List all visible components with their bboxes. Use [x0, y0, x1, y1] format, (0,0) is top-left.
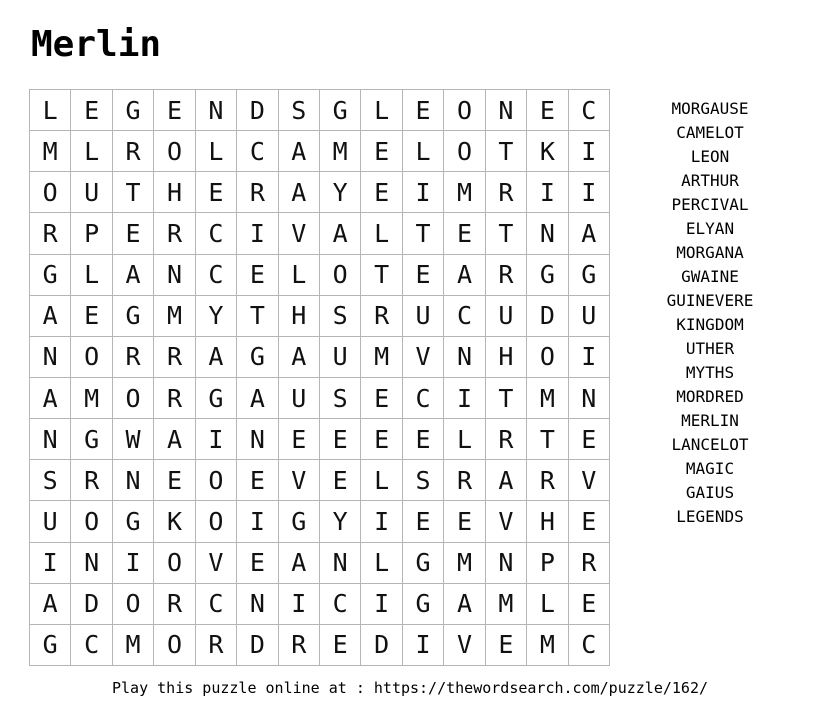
grid-cell[interactable]: O: [30, 172, 71, 213]
grid-cell[interactable]: M: [113, 625, 154, 666]
word-list-item: ARTHUR: [681, 171, 739, 190]
grid-cell[interactable]: C: [569, 625, 610, 666]
grid-cell[interactable]: M: [444, 543, 485, 584]
grid-cell[interactable]: D: [237, 625, 278, 666]
word-list-item: LEGENDS: [676, 507, 744, 526]
grid-cell[interactable]: V: [444, 625, 485, 666]
grid-cell[interactable]: O: [113, 584, 154, 625]
grid-cell[interactable]: G: [527, 255, 568, 296]
grid-cell[interactable]: E: [237, 460, 278, 501]
grid-cell[interactable]: N: [486, 90, 527, 131]
grid-cell[interactable]: A: [279, 543, 320, 584]
grid-cell[interactable]: E: [361, 419, 402, 460]
grid-cell[interactable]: E: [403, 419, 444, 460]
grid-cell[interactable]: D: [237, 90, 278, 131]
grid-cell[interactable]: O: [71, 337, 112, 378]
grid-cell[interactable]: A: [279, 172, 320, 213]
grid-cell[interactable]: R: [113, 337, 154, 378]
grid-cell[interactable]: G: [237, 337, 278, 378]
word-list-item: MYTHS: [685, 363, 735, 382]
grid-cell[interactable]: L: [196, 131, 237, 172]
grid-cell[interactable]: L: [361, 90, 402, 131]
grid-cell[interactable]: E: [569, 584, 610, 625]
grid-cell[interactable]: E: [403, 501, 444, 542]
grid-cell[interactable]: E: [361, 131, 402, 172]
grid-cell[interactable]: U: [569, 296, 610, 337]
grid-cell[interactable]: R: [486, 255, 527, 296]
grid-cell[interactable]: C: [403, 378, 444, 419]
grid-cell[interactable]: L: [403, 131, 444, 172]
grid-cell[interactable]: A: [30, 584, 71, 625]
grid-cell[interactable]: H: [486, 337, 527, 378]
grid-cell[interactable]: D: [527, 296, 568, 337]
grid-cell[interactable]: T: [527, 419, 568, 460]
grid-cell[interactable]: U: [320, 337, 361, 378]
grid-cell[interactable]: M: [361, 337, 402, 378]
grid-cell[interactable]: A: [486, 460, 527, 501]
grid-cell[interactable]: A: [279, 337, 320, 378]
grid-cell[interactable]: Y: [320, 172, 361, 213]
grid-cell[interactable]: H: [279, 296, 320, 337]
grid-cell[interactable]: R: [486, 419, 527, 460]
grid-cell[interactable]: E: [320, 625, 361, 666]
grid-cell[interactable]: G: [196, 378, 237, 419]
grid-cell[interactable]: A: [196, 337, 237, 378]
grid-cell[interactable]: I: [361, 584, 402, 625]
grid-cell[interactable]: Y: [196, 296, 237, 337]
grid-cell[interactable]: E: [569, 419, 610, 460]
grid-cell[interactable]: C: [196, 255, 237, 296]
grid-cell[interactable]: O: [113, 378, 154, 419]
grid-cell[interactable]: O: [154, 543, 195, 584]
grid-cell[interactable]: R: [154, 378, 195, 419]
grid-cell[interactable]: E: [403, 90, 444, 131]
grid-cell[interactable]: E: [154, 90, 195, 131]
grid-cell[interactable]: E: [71, 90, 112, 131]
grid-cell[interactable]: M: [486, 584, 527, 625]
grid-cell[interactable]: O: [527, 337, 568, 378]
grid-cell[interactable]: N: [71, 543, 112, 584]
grid-cell[interactable]: T: [486, 213, 527, 254]
grid-cell[interactable]: E: [237, 255, 278, 296]
grid-cell[interactable]: O: [444, 131, 485, 172]
grid-cell[interactable]: I: [569, 337, 610, 378]
grid-cell[interactable]: L: [361, 460, 402, 501]
grid-cell[interactable]: I: [113, 543, 154, 584]
grid-cell[interactable]: E: [320, 460, 361, 501]
grid-cell[interactable]: I: [196, 419, 237, 460]
footer-play-online: Play this puzzle online at : https://thewordsearch.com/puzzle/162/: [111, 679, 709, 697]
word-list-item: GUINEVERE: [666, 291, 754, 310]
grid-cell[interactable]: A: [320, 213, 361, 254]
word-list-item: CAMELOT: [676, 123, 744, 142]
grid-cell[interactable]: V: [196, 543, 237, 584]
word-list-item: GAIUS: [685, 483, 735, 502]
grid-cell[interactable]: P: [527, 543, 568, 584]
grid-cell[interactable]: E: [444, 501, 485, 542]
grid-cell[interactable]: M: [71, 378, 112, 419]
grid-cell[interactable]: H: [154, 172, 195, 213]
grid-cell[interactable]: C: [320, 584, 361, 625]
grid-cell[interactable]: T: [486, 131, 527, 172]
grid-cell[interactable]: G: [30, 625, 71, 666]
grid-cell[interactable]: G: [569, 255, 610, 296]
grid-cell[interactable]: A: [154, 419, 195, 460]
grid-cell[interactable]: T: [486, 378, 527, 419]
word-list: [650, 97, 770, 529]
grid-cell[interactable]: E: [71, 296, 112, 337]
grid-cell[interactable]: G: [403, 584, 444, 625]
grid-cell[interactable]: G: [403, 543, 444, 584]
grid-cell[interactable]: E: [361, 172, 402, 213]
word-list-item: UTHER: [685, 339, 735, 358]
grid-cell[interactable]: R: [154, 337, 195, 378]
grid-cell[interactable]: O: [196, 501, 237, 542]
grid-cell[interactable]: R: [527, 460, 568, 501]
grid-cell[interactable]: N: [30, 337, 71, 378]
grid-cell[interactable]: N: [237, 584, 278, 625]
grid-cell[interactable]: T: [403, 213, 444, 254]
word-list-item: MORDRED: [676, 387, 744, 406]
grid-cell[interactable]: G: [113, 501, 154, 542]
grid-cell[interactable]: W: [113, 419, 154, 460]
grid-cell[interactable]: N: [237, 419, 278, 460]
grid-cell[interactable]: O: [444, 90, 485, 131]
grid-cell[interactable]: I: [361, 501, 402, 542]
grid-cell[interactable]: N: [569, 378, 610, 419]
grid-cell[interactable]: O: [71, 501, 112, 542]
grid-cell[interactable]: E: [196, 172, 237, 213]
grid-cell[interactable]: U: [486, 296, 527, 337]
grid-cell[interactable]: M: [527, 378, 568, 419]
grid-cell[interactable]: M: [320, 131, 361, 172]
grid-cell[interactable]: E: [486, 625, 527, 666]
grid-cell[interactable]: L: [30, 90, 71, 131]
grid-cell[interactable]: G: [113, 296, 154, 337]
grid-cell[interactable]: I: [237, 213, 278, 254]
puzzle-title: Merlin: [31, 24, 162, 65]
grid-cell[interactable]: V: [403, 337, 444, 378]
grid-cell[interactable]: R: [196, 625, 237, 666]
grid-cell[interactable]: E: [403, 255, 444, 296]
grid-cell[interactable]: S: [403, 460, 444, 501]
grid-cell[interactable]: G: [71, 419, 112, 460]
grid-cell[interactable]: E: [154, 460, 195, 501]
grid-cell[interactable]: R: [113, 131, 154, 172]
grid-cell[interactable]: M: [30, 131, 71, 172]
grid-cell[interactable]: I: [403, 172, 444, 213]
grid-cell[interactable]: L: [279, 255, 320, 296]
word-list-item: ELYAN: [685, 219, 735, 238]
grid-cell[interactable]: E: [237, 543, 278, 584]
word-list-item: MAGIC: [685, 459, 735, 478]
grid-cell[interactable]: R: [154, 213, 195, 254]
grid-cell[interactable]: E: [361, 378, 402, 419]
grid-cell[interactable]: U: [403, 296, 444, 337]
grid-cell[interactable]: R: [30, 213, 71, 254]
grid-cell[interactable]: D: [71, 584, 112, 625]
grid-cell[interactable]: E: [444, 213, 485, 254]
grid-cell[interactable]: A: [569, 213, 610, 254]
word-list-item: KINGDOM: [676, 315, 744, 334]
grid-cell[interactable]: R: [154, 584, 195, 625]
grid-cell[interactable]: M: [444, 172, 485, 213]
grid-cell[interactable]: I: [403, 625, 444, 666]
grid-cell[interactable]: I: [527, 172, 568, 213]
grid-cell[interactable]: O: [320, 255, 361, 296]
grid-cell[interactable]: K: [527, 131, 568, 172]
grid-cell[interactable]: I: [569, 131, 610, 172]
grid-cell[interactable]: V: [279, 460, 320, 501]
grid-cell[interactable]: A: [444, 584, 485, 625]
grid-cell[interactable]: T: [361, 255, 402, 296]
grid-cell[interactable]: T: [113, 172, 154, 213]
grid-cell[interactable]: R: [444, 460, 485, 501]
grid-cell[interactable]: L: [71, 255, 112, 296]
grid-cell[interactable]: R: [237, 172, 278, 213]
grid-cell[interactable]: G: [320, 90, 361, 131]
word-list-item: GWAINE: [681, 267, 739, 286]
grid-cell[interactable]: A: [113, 255, 154, 296]
grid-cell[interactable]: O: [196, 460, 237, 501]
grid-cell[interactable]: C: [196, 584, 237, 625]
grid-cell[interactable]: A: [30, 378, 71, 419]
grid-cell[interactable]: C: [237, 131, 278, 172]
grid-cell[interactable]: E: [527, 90, 568, 131]
word-list-item: PERCIVAL: [671, 195, 749, 214]
grid-cell[interactable]: S: [279, 90, 320, 131]
grid-cell[interactable]: A: [237, 378, 278, 419]
grid-cell[interactable]: P: [71, 213, 112, 254]
word-list-item: MORGAUSE: [671, 99, 749, 118]
grid-cell[interactable]: L: [361, 213, 402, 254]
grid-cell[interactable]: I: [237, 501, 278, 542]
grid-cell[interactable]: E: [320, 419, 361, 460]
grid-cell[interactable]: E: [113, 213, 154, 254]
grid-cell[interactable]: S: [320, 378, 361, 419]
grid-cell[interactable]: M: [527, 625, 568, 666]
grid-cell[interactable]: O: [154, 131, 195, 172]
grid-cell[interactable]: I: [30, 543, 71, 584]
grid-cell[interactable]: L: [361, 543, 402, 584]
grid-cell[interactable]: N: [320, 543, 361, 584]
grid-cell[interactable]: O: [154, 625, 195, 666]
grid-cell[interactable]: C: [569, 90, 610, 131]
grid-cell[interactable]: I: [569, 172, 610, 213]
grid-cell[interactable]: S: [30, 460, 71, 501]
grid-cell[interactable]: E: [279, 419, 320, 460]
grid-cell[interactable]: R: [71, 460, 112, 501]
grid-cell[interactable]: U: [279, 378, 320, 419]
grid-cell[interactable]: N: [444, 337, 485, 378]
word-list-item: MORGANA: [676, 243, 744, 262]
grid-cell[interactable]: T: [237, 296, 278, 337]
grid-cell[interactable]: N: [113, 460, 154, 501]
grid-cell[interactable]: L: [71, 131, 112, 172]
grid-cell[interactable]: A: [279, 131, 320, 172]
grid-cell[interactable]: U: [30, 501, 71, 542]
grid-cell[interactable]: K: [154, 501, 195, 542]
grid-cell[interactable]: R: [569, 543, 610, 584]
word-list-item: LANCELOT: [671, 435, 749, 454]
grid-cell[interactable]: R: [486, 172, 527, 213]
grid-cell[interactable]: V: [279, 213, 320, 254]
grid-cell[interactable]: G: [279, 501, 320, 542]
grid-cell[interactable]: V: [569, 460, 610, 501]
grid-cell[interactable]: C: [196, 213, 237, 254]
grid-cell[interactable]: I: [444, 378, 485, 419]
grid-cell[interactable]: Y: [320, 501, 361, 542]
grid-cell[interactable]: N: [486, 543, 527, 584]
grid-cell[interactable]: V: [486, 501, 527, 542]
grid-cell[interactable]: A: [30, 296, 71, 337]
grid-cell[interactable]: D: [361, 625, 402, 666]
grid-cell[interactable]: G: [30, 255, 71, 296]
grid-cell[interactable]: R: [279, 625, 320, 666]
grid-cell[interactable]: I: [279, 584, 320, 625]
grid-cell[interactable]: M: [154, 296, 195, 337]
grid-cell[interactable]: R: [361, 296, 402, 337]
grid-cell[interactable]: C: [71, 625, 112, 666]
grid-cell[interactable]: H: [527, 501, 568, 542]
grid-cell[interactable]: G: [113, 90, 154, 131]
grid-cell[interactable]: N: [30, 419, 71, 460]
grid-cell[interactable]: U: [71, 172, 112, 213]
grid-cell[interactable]: L: [444, 419, 485, 460]
grid-cell[interactable]: E: [569, 501, 610, 542]
grid-cell[interactable]: A: [444, 255, 485, 296]
grid-cell[interactable]: S: [320, 296, 361, 337]
grid-cell[interactable]: N: [154, 255, 195, 296]
grid-cell[interactable]: N: [527, 213, 568, 254]
letter-grid[interactable]: [29, 89, 610, 666]
grid-cell[interactable]: C: [444, 296, 485, 337]
word-list-item: LEON: [690, 147, 730, 166]
grid-cell[interactable]: N: [196, 90, 237, 131]
word-list-item: MERLIN: [681, 411, 739, 430]
grid-cell[interactable]: L: [527, 584, 568, 625]
